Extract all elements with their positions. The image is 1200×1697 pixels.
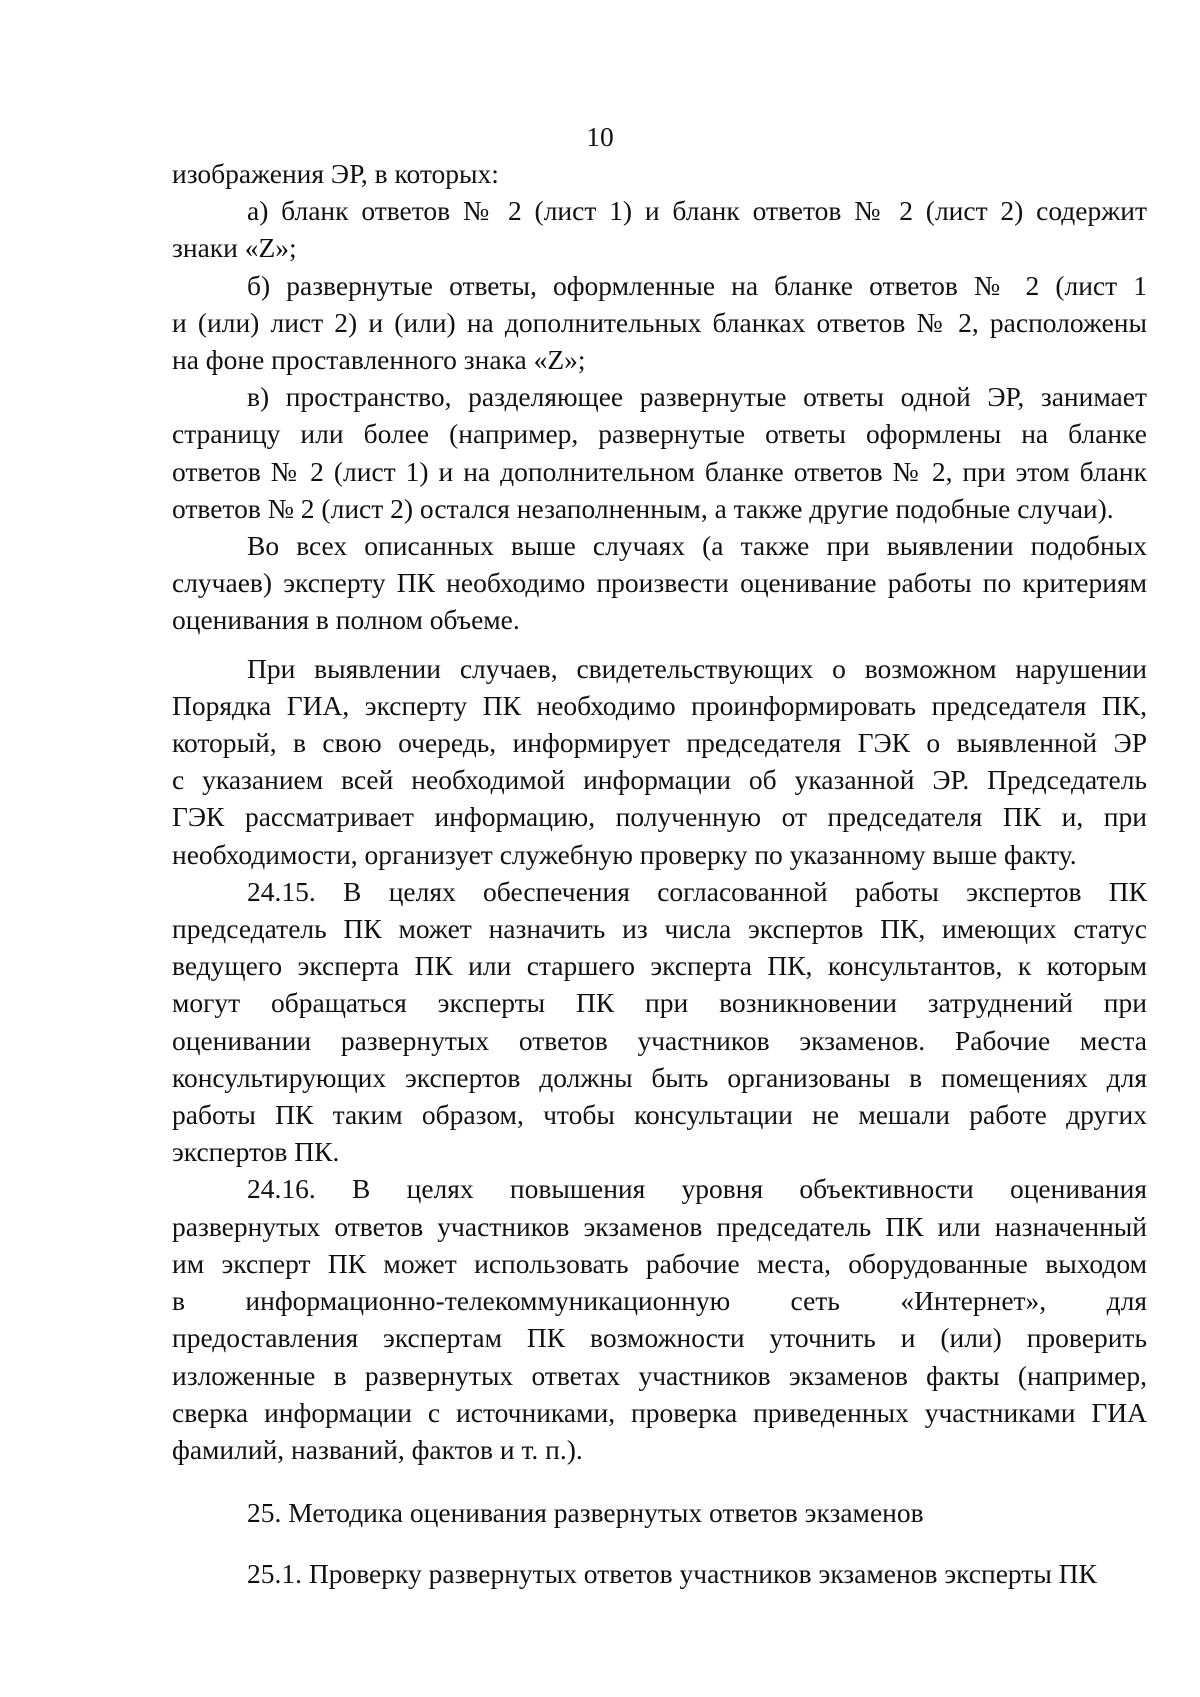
paragraph [172, 527, 1147, 639]
paragraph-line: фамилий, названий, фактов и т. п.). [172, 1433, 583, 1465]
paragraph [172, 1170, 1147, 1468]
paragraph-line: консультирующих экспертов должны быть организованы в помещениях для [172, 1061, 1147, 1093]
document-body [172, 155, 1147, 1593]
paragraph-line: 24.16. В целях повышения уровня объективности оценивания [247, 1173, 1147, 1205]
paragraph-line: изложенные в развернутых ответах участников экзаменов факты (например, [172, 1359, 1147, 1391]
paragraphs-container [172, 155, 1147, 1468]
paragraph-line: ГЭК рассматривает информацию, полученную от председателя ПК и, при [172, 801, 1147, 833]
paragraph [172, 378, 1147, 527]
paragraph-line: случаев) эксперту ПК необходимо произвести оценивание работы по критериям [172, 567, 1147, 599]
paragraph-line: 24.15. В целях обеспечения согласованной работы экспертов ПК [247, 875, 1147, 907]
paragraph-line: оценивания в полном объеме. [172, 604, 520, 636]
paragraph-line: с указанием всей необходимой информации об указанной ЭР. Председатель [172, 764, 1147, 796]
paragraph-line: необходимости, организует служебную проверку по указанному выше факту. [172, 838, 1077, 870]
page-number: 10 [586, 121, 614, 152]
subsection-first-line: 25.1. Проверку развернутых ответов участников экзаменов эксперты ПК [247, 1558, 1097, 1590]
paragraph-line: страницу или более (например, развернутые ответы оформлены на бланке [172, 418, 1147, 450]
paragraph-line: сверка информации с источниками, проверка приведенных участниками ГИА [172, 1396, 1147, 1428]
paragraph-line: председатель ПК может назначить из числа экспертов ПК, имеющих статус [172, 913, 1147, 945]
section-heading: 25. Методика оценивания развернутых ответов экзаменов [247, 1497, 924, 1529]
paragraph-line: ответов № 2 (лист 1) и на дополнительном бланке ответов № 2, при этом бланк [172, 455, 1147, 487]
paragraph [172, 650, 1147, 873]
paragraph-line: При выявлении случаев, свидетельствующих о возможном нарушении [247, 652, 1147, 684]
paragraph-line: ведущего эксперта ПК или старшего эксперта ПК, консультантов, к которым [172, 950, 1147, 982]
paragraph-line: ответов № 2 (лист 2) остался незаполненным, а также другие подобные случаи). [172, 492, 1114, 524]
paragraph-line: им эксперт ПК может использовать рабочие места, оборудованные выходом [172, 1247, 1147, 1279]
paragraph [172, 267, 1147, 379]
paragraph-line: развернутых ответов участников экзаменов председатель ПК или назначенный [172, 1210, 1147, 1242]
paragraph-line: на фоне проставленного знака «Z»; [172, 344, 586, 376]
paragraph-line: экспертов ПК. [172, 1136, 340, 1168]
paragraph [172, 155, 1147, 192]
paragraph-line: оценивании развернутых ответов участников экзаменов. Рабочие места [172, 1024, 1147, 1056]
paragraph [172, 873, 1147, 1171]
paragraph-line: изображения ЭР, в которых: [172, 158, 499, 189]
paragraph-line: знаки «Z»; [172, 232, 297, 264]
paragraph [172, 192, 1147, 266]
paragraph-line: Порядка ГИА, эксперту ПК необходимо проинформировать председателя ПК, [172, 689, 1147, 721]
paragraph-line: могут обращаться эксперты ПК при возникновении затруднений при [172, 987, 1147, 1019]
paragraph-line: Во всех описанных выше случаях (а также при выявлении подобных [247, 530, 1147, 562]
paragraph-line: в информационно-телекоммуникационную сеть «Интернет», для [172, 1285, 1147, 1317]
paragraph-line: а) бланк ответов № 2 (лист 1) и бланк ответов № 2 (лист 2) содержит [247, 195, 1147, 227]
paragraph-line: который, в свою очередь, информирует председателя ГЭК о выявленной ЭР [172, 727, 1147, 759]
paragraph-line: в) пространство, разделяющее развернутые ответы одной ЭР, занимает [247, 381, 1147, 413]
paragraph-line: предоставления экспертам ПК возможности уточнить и (или) проверить [172, 1322, 1147, 1354]
paragraph-line: работы ПК таким образом, чтобы консультации не мешали работе других [172, 1099, 1147, 1131]
paragraph-line: б) развернутые ответы, оформленные на бланке ответов № 2 (лист 1 [247, 269, 1147, 301]
paragraph-line: и (или) лист 2) и (или) на дополнительных бланках ответов № 2, расположены [172, 306, 1147, 338]
